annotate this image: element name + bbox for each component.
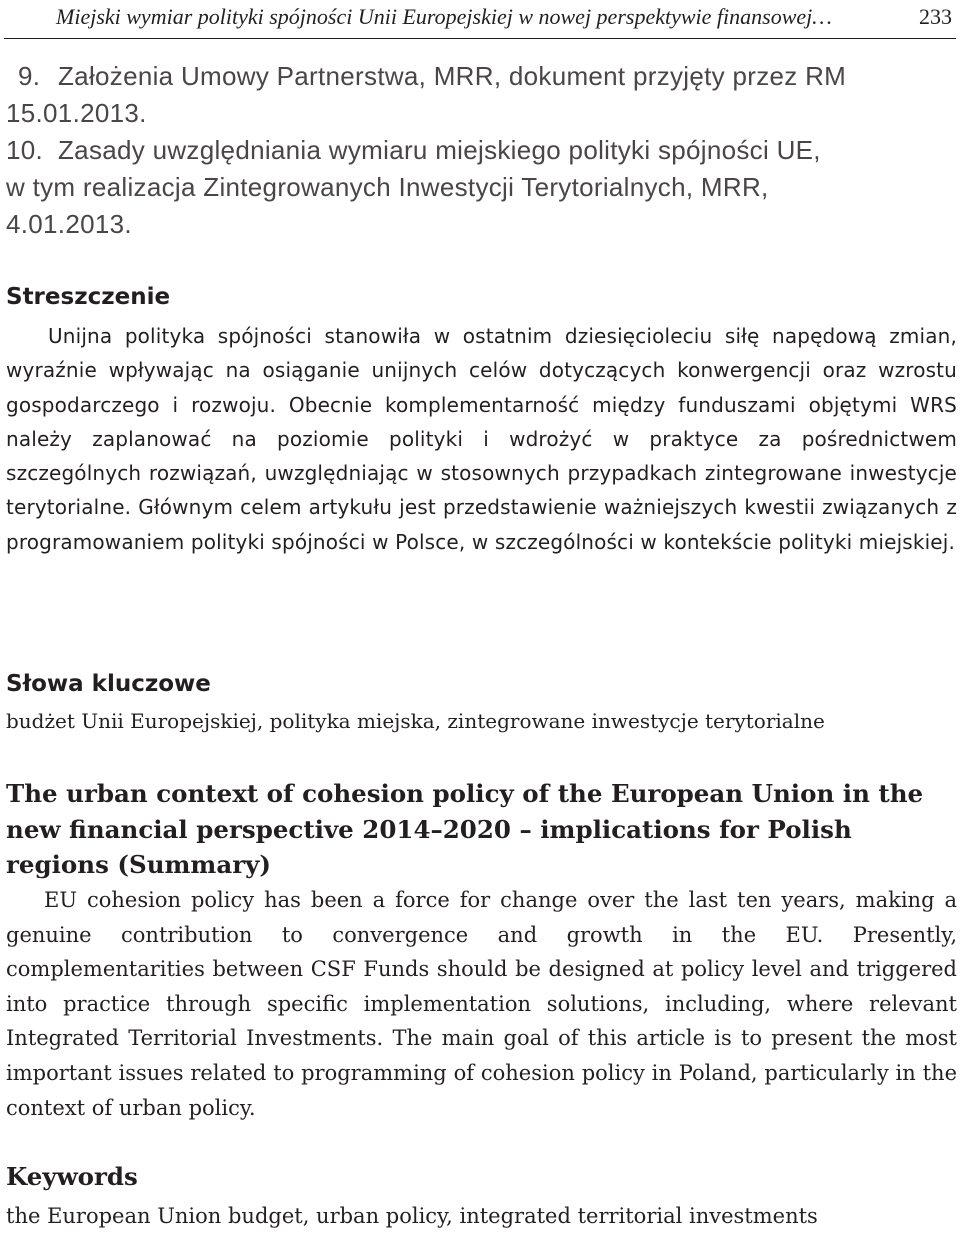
reference-item xyxy=(6,58,956,132)
reference-list xyxy=(6,58,956,243)
reference-number: 10. xyxy=(6,135,44,165)
keywords-en-heading: Keywords xyxy=(6,1162,138,1191)
reference-line: w tym realizacja Zintegrowanych Inwestycji Terytorialnych, MRR, xyxy=(6,172,769,202)
reference-line: Zasady uwzględniania wymiaru miejskiego polityki spójności UE, xyxy=(58,135,821,165)
running-header xyxy=(4,0,956,39)
abstract-heading: Streszczenie xyxy=(6,284,171,310)
reference-item xyxy=(6,132,956,243)
running-title: Miejski wymiar polityki spójności Unii Europejskiej w nowej perspektywie finansowej… xyxy=(56,4,832,29)
reference-number: 9. xyxy=(18,61,41,91)
page-number: 233 xyxy=(919,4,952,29)
keywords-text: budżet Unii Europejskiej, polityka miejska, zintegrowane inwestycje terytorialne xyxy=(6,709,825,733)
summary-title: The urban context of cohesion policy of the European Union in the new financial perspective 2014–2020 – implications for Polish regions (Summary) xyxy=(6,779,924,879)
keywords-en-text: the European Union budget, urban policy, integrated territorial investments xyxy=(6,1204,818,1228)
abstract-body: Unijna polityka spójności stanowiła w ostatnim dziesięcioleciu siłę napędową zmian, wyraźnie wpływając na osiąganie unijnych celów dotyczących konwergencji oraz wzrostu gospodarczego i rozwoju. Obecnie komplementarność między funduszami objętymi WRS należy zaplanować na poziomie polityki i wdrożyć w praktyce za pośrednictwem szczególnych rozwiązań, uwzględniając w stosownych przypadkach zintegrowane inwestycje terytorialne. Głównym celem artykułu jest przedstawienie ważniejszych kwestii związanych z programowaniem polityki spójności w Polsce, w szczególności w kontekście polityki miejskiej. xyxy=(6,324,957,554)
reference-line: 15.01.2013. xyxy=(6,98,147,128)
reference-line: Założenia Umowy Partnerstwa, MRR, dokument przyjęty przez RM xyxy=(58,61,847,91)
summary-body: EU cohesion policy has been a force for change over the last ten years, making a genuine contribution to convergence and growth in the EU. Presently, complementarities between CSF Funds should be designed at policy level and triggered into practice through specific implementation solutions, including, where relevant Integrated Territorial Investments. The main goal of this article is to present the most important issues related to programming of cohesion policy in Poland, particularly in the context of urban policy. xyxy=(6,888,957,1120)
reference-line: 4.01.2013. xyxy=(6,209,132,239)
keywords-heading: Słowa kluczowe xyxy=(6,671,211,697)
